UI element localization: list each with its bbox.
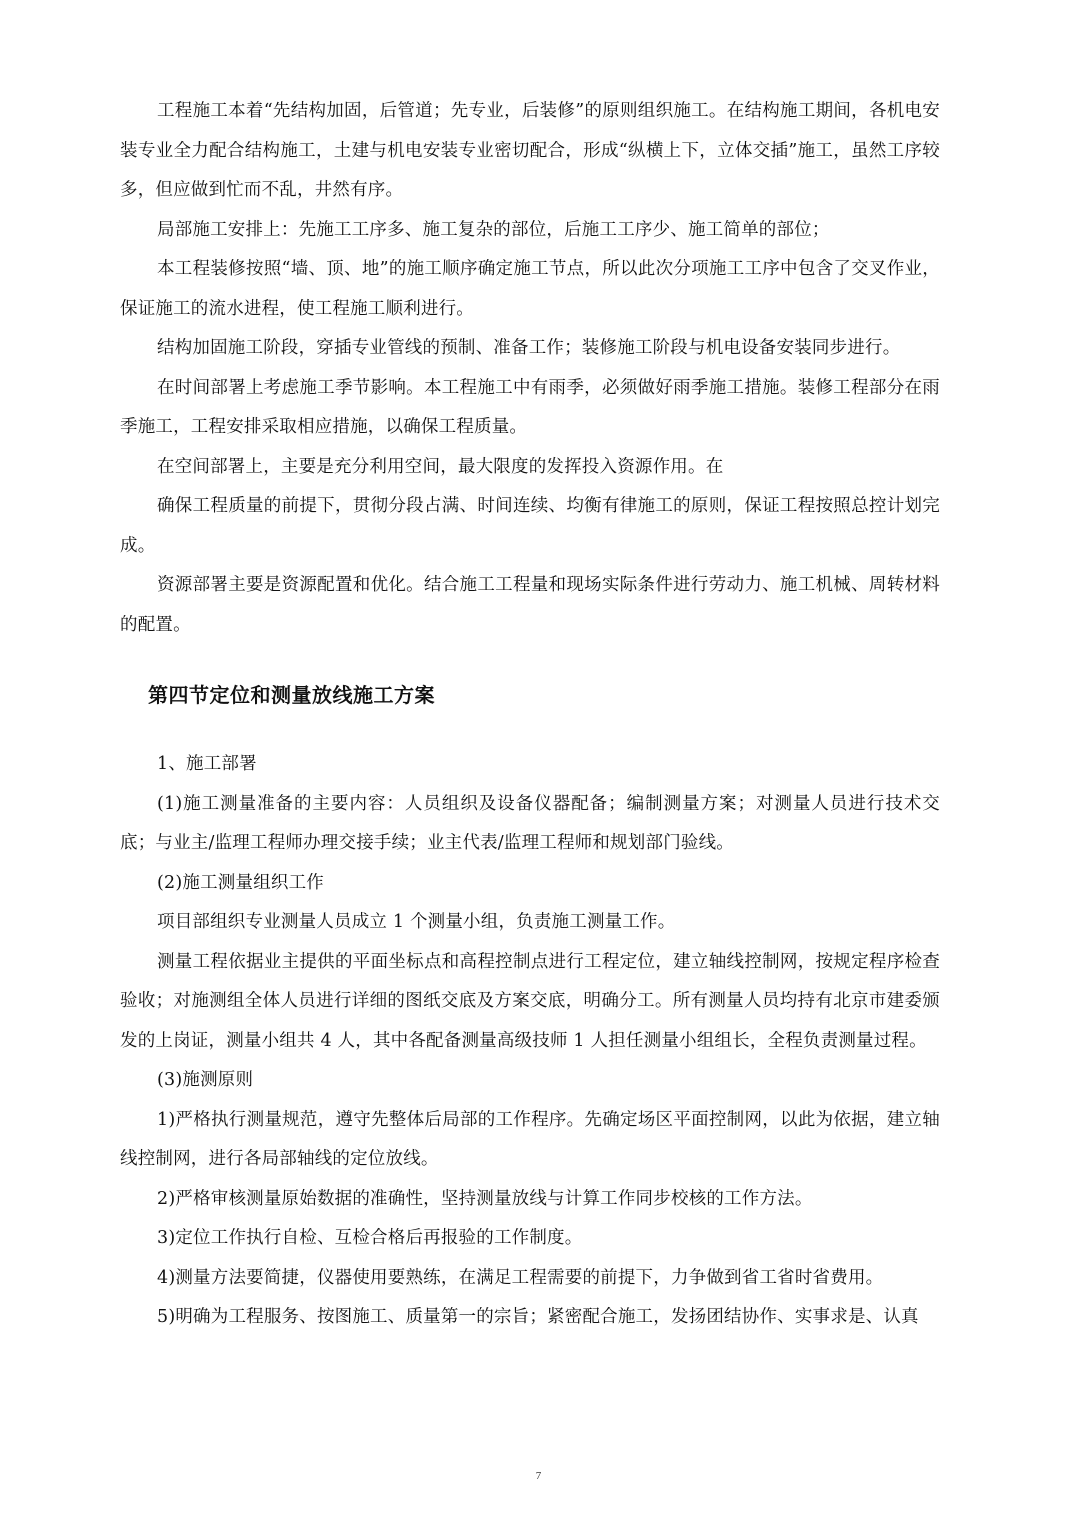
- page-number: 7: [535, 1470, 542, 1482]
- list-item-principle-2: 2)严格审核测量原始数据的准确性，坚持测量放线与计算工作同步校核的工作方法。: [157, 1188, 813, 1209]
- paragraph-structural-stage: 结构加固施工阶段，穿插专业管线的预制、准备工作；装修施工阶段与机电设备安装同步进行。: [157, 338, 901, 358]
- page-content: [120, 92, 940, 1338]
- list-item-principle-5: 5)明确为工程服务、按图施工、质量第一的宗旨；紧密配合施工，发扬团结协作、实事求是、认真: [157, 1307, 919, 1327]
- list-item-construction-deployment: 1、施工部署: [157, 754, 257, 774]
- list-item-principle-1: 1)严格执行测量规范，遵守先整体后局部的工作程序。先确定场区平面控制网，以此为依据，建立轴线控制网，进行各局部轴线的定位放线。: [120, 1109, 940, 1169]
- paragraph-survey-basis: 测量工程依据业主提供的平面坐标点和高程控制点进行工程定位，建立轴线控制网，按规定程序检查验收；对施测组全体人员进行详细的图纸交底及方案交底，明确分工。所有测量人员均持有北京市建委颁发的上岗证，测量小组共 4 人，其中各配备测量高级技师 1 人担任测量小组组长，全程负责测量过程。: [120, 951, 940, 1051]
- section-heading: 第四节定位和测量放线施工方案: [148, 683, 435, 707]
- paragraph-time-deployment: 在时间部署上考虑施工季节影响。本工程施工中有雨季，必须做好雨季施工措施。装修工程部分在雨季施工，工程安排采取相应措施，以确保工程质量。: [120, 377, 940, 437]
- paragraph-quality-premise: 确保工程质量的前提下，贯彻分段占满、时间连续、均衡有律施工的原则，保证工程按照总控计划完成。: [120, 496, 940, 556]
- paragraph-resource-deployment: 资源部署主要是资源配置和优化。结合施工工程量和现场实际条件进行劳动力、施工机械、周转材料的配置。: [120, 575, 940, 635]
- paragraph-space-deployment: 在空间部署上，主要是充分利用空间，最大限度的发挥投入资源作用。在: [157, 456, 724, 477]
- list-item-principle-4: 4)测量方法要简捷，仪器使用要熟练，在满足工程需要的前提下，力争做到省工省时省费用。: [157, 1267, 884, 1288]
- heading-spacer: [120, 715, 940, 745]
- list-item-survey-organization: (2)施工测量组织工作: [157, 872, 324, 893]
- paragraph-local-arrangement: 局部施工安排上：先施工工序多、施工复杂的部位，后施工工序少、施工简单的部位；: [157, 219, 830, 240]
- list-item-survey-principles: (3)施测原则: [157, 1070, 254, 1090]
- paragraph-decoration-order: 本工程装修按照“墙、顶、地”的施工顺序确定施工节点，所以此次分项施工工序中包含了交叉作业，保证施工的流水进程，使工程施工顺利进行。: [120, 259, 940, 319]
- list-item-survey-preparation: (1)施工测量准备的主要内容：人员组织及设备仪器配备；编制测量方案；对测量人员进行技术交底；与业主/监理工程师办理交接手续；业主代表/监理工程师和规划部门验线。: [120, 793, 940, 853]
- list-item-principle-3: 3)定位工作执行自检、互检合格后再报验的工作制度。: [157, 1228, 583, 1248]
- paragraph-survey-team: 项目部组织专业测量人员成立 1 个测量小组，负责施工测量工作。: [157, 912, 676, 932]
- paragraph-construction-principle: 工程施工本着“先结构加固，后管道；先专业，后装修”的原则组织施工。在结构施工期间，各机电安装专业全力配合结构施工，土建与机电安装专业密切配合，形成“纵横上下，立体交插”施工，虽然工序较多，但应做到忙而不乱，井然有序。: [120, 101, 940, 200]
